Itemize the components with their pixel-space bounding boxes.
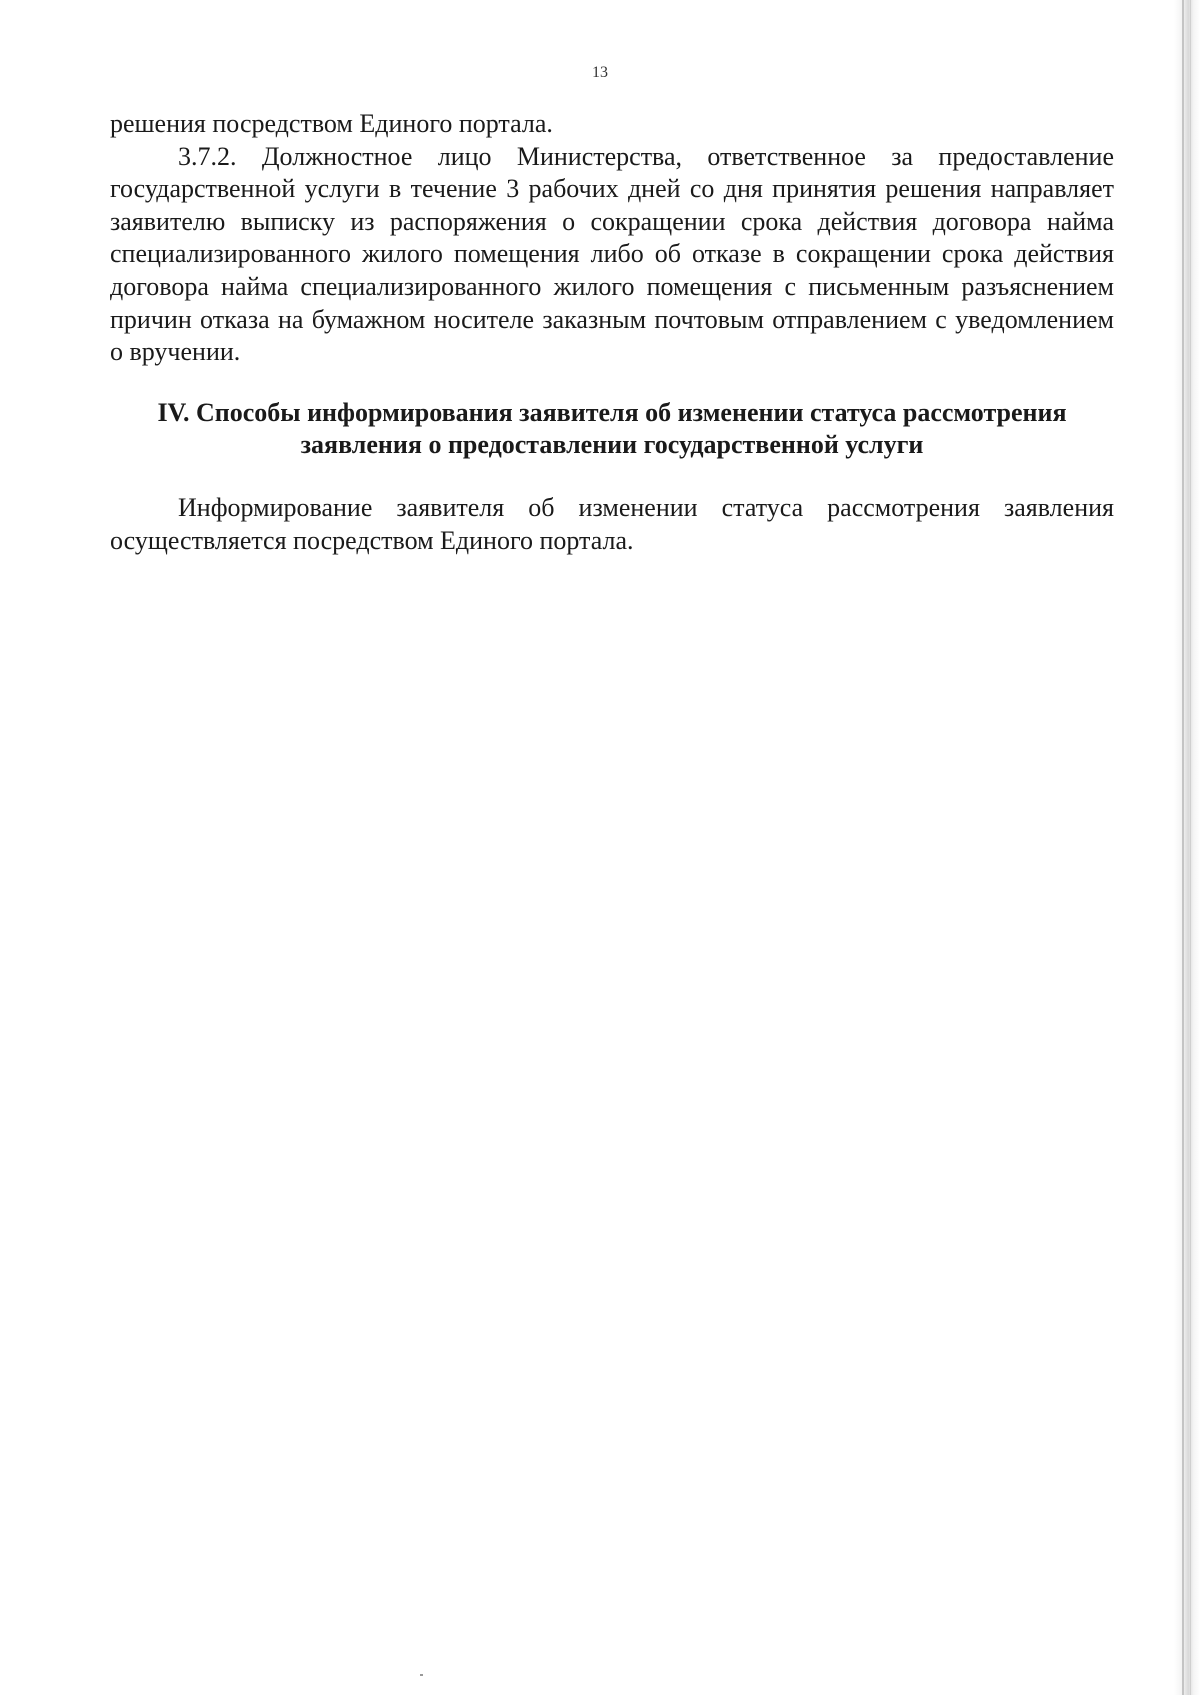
section-iv-heading-line2: заявления о предоставлении государственной услуги [300, 430, 924, 460]
document-body [110, 108, 1114, 557]
scan-speck [420, 1674, 423, 1676]
paragraph-section-iv: Информирование заявителя об изменении статуса рассмотрения заявления осуществляется посредством Единого портала. [110, 492, 1114, 555]
section-iv-heading [110, 397, 1114, 462]
page-number: 13 [592, 64, 608, 81]
paragraph-3-7-2: 3.7.2. Должностное лицо Министерства, ответственное за предоставление государственной услуги в течение 3 рабочих дней со дня принятия решения направляет заявителю выписку из распоряжения о сокращении срока действия договора найма специализированного жилого помещения либо об отказе в сокращении срока действия договора найма специализированного жилого помещения с письменным разъяснением причин отказа на бумажном носителе заказным почтовым отправлением с уведомлением о вручении. [110, 141, 1114, 367]
scan-edge-border [1174, 0, 1200, 1695]
paragraph-continuation: решения посредством Единого портала. [110, 109, 553, 138]
section-iv-heading-line1: IV. Способы информирования заявителя об изменении статуса рассмотрения [157, 397, 1067, 427]
